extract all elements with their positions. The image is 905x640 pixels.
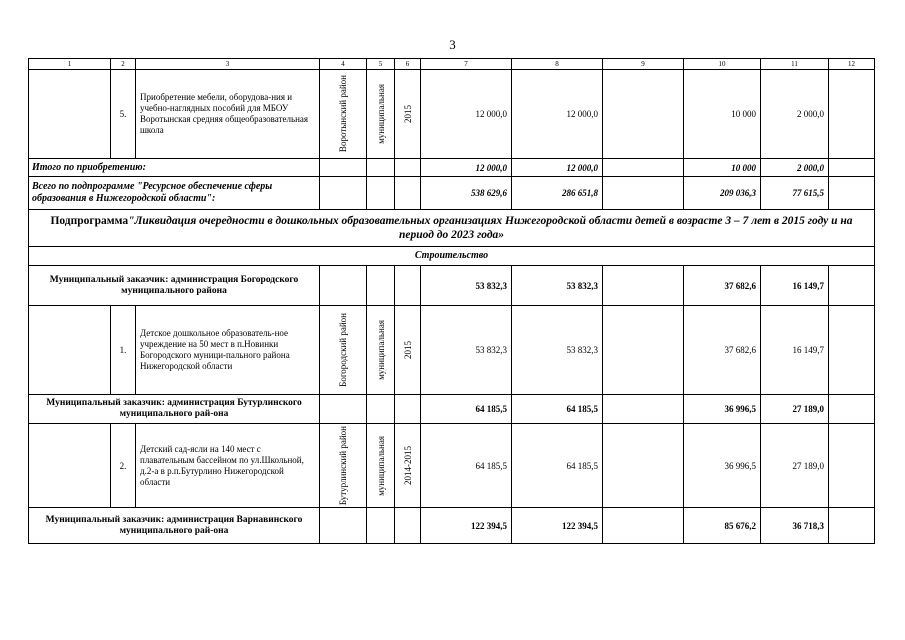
col-header: 10 [684,59,761,70]
cell-value: 122 394,5 [512,508,603,544]
col-header: 4 [320,59,367,70]
cell-total: 53 832,3 [421,266,512,306]
customer-label: Муниципальный заказчик: администрация Богородского муниципального района [29,266,320,306]
cell-value: 27 189,0 [761,424,829,508]
cell-total: 12 000,0 [421,70,512,159]
col-header: 3 [136,59,320,70]
years: 2015 [402,105,413,123]
customer-label: Муниципальный заказчик: администрация Варнавинского муниципального рай-она [29,508,320,544]
total-row [29,177,875,210]
cell-value: 64 185,5 [512,424,603,508]
total-value: 10 000 [684,159,761,177]
years: 2015 [402,341,413,359]
col-header: 7 [421,59,512,70]
col-header: 2 [111,59,136,70]
cell-total: 64 185,5 [421,395,512,424]
cell-value [829,70,875,159]
col-header: 1 [29,59,111,70]
total-value: 12 000,0 [421,159,512,177]
col-header: 9 [603,59,684,70]
subprogram-title-row [29,210,875,247]
section-title: Строительство [29,247,875,266]
subprogram-title: "Ликвидация очередности в дошкольных образовательных организациях Нижегородской области детей в возрасте 3 – 7 лет в 2015 году и на период до 2023 года» [128,215,853,241]
col-header: 8 [512,59,603,70]
cell-value: 16 149,7 [761,306,829,395]
cell-total: 122 394,5 [421,508,512,544]
table-row [29,70,875,159]
item-number: 2. [111,424,136,508]
column-number-row [29,59,875,70]
customer-row [29,266,875,306]
section-row [29,247,875,266]
table-row [29,306,875,395]
customer-label: Муниципальный заказчик: администрация Бутурлинского муниципального рай-она [29,395,320,424]
level: муниципальная [375,84,386,144]
total-value: 286 651,8 [512,177,603,210]
cell-value: 85 676,2 [684,508,761,544]
cell-total: 53 832,3 [421,306,512,395]
subprogram-prefix: Подпрограмма [50,215,129,227]
cell-value: 64 185,5 [512,395,603,424]
cell-value: 16 149,7 [761,266,829,306]
customer-row [29,508,875,544]
cell-value: 53 832,3 [512,306,603,395]
total-value: 12 000,0 [512,159,603,177]
district: Бутурлинский район [338,426,348,506]
cell-value [603,70,684,159]
total-value: 77 615,5 [761,177,829,210]
col-header: 12 [829,59,875,70]
district: Воротынский район [338,75,348,153]
table-row [29,424,875,508]
level: муниципальная [375,435,386,496]
cell-value: 2 000,0 [761,70,829,159]
page-number: 3 [449,37,456,52]
cell-value: 12 000,0 [512,70,603,159]
item-name: Детский сад-ясли на 140 мест с плавательным бассейном по ул.Школьной, д.2-а в р.п.Бутурлино Нижегородской области [136,424,320,508]
total-row [29,159,875,177]
cell-value: 37 682,6 [684,266,761,306]
cell-value: 53 832,3 [512,266,603,306]
total-value: 538 629,6 [421,177,512,210]
item-name: Приобретение мебели, оборудова-ния и учебно-наглядных пособий для МБОУ Воротынская средняя общеобразовательная школа [136,70,320,159]
cell-value: 27 189,0 [761,395,829,424]
total-label: Итого по приобретению: [29,159,320,177]
total-label: Всего по подпрограмме "Ресурсное обеспечение сферы образования в Нижегородской области": [29,177,320,210]
cell-total: 64 185,5 [421,424,512,508]
col-header: 5 [367,59,395,70]
col-header: 6 [395,59,421,70]
level: муниципальная [375,320,386,380]
col-header: 11 [761,59,829,70]
cell-value: 36 996,5 [684,424,761,508]
cell-value: 10 000 [684,70,761,159]
item-number: 1. [111,306,136,395]
years: 2014-2015 [402,446,413,486]
district: Богородский район [338,313,348,387]
item-number: 5. [111,70,136,159]
total-value: 2 000,0 [761,159,829,177]
budget-table [28,58,875,544]
customer-row [29,395,875,424]
cell-value: 37 682,6 [684,306,761,395]
total-value: 209 036,3 [684,177,761,210]
item-name: Детское дошкольное образователь-ное учреждение на 50 мест в п.Новинки Богородского муници-пального района Нижегородской области [136,306,320,395]
cell-value: 36 996,5 [684,395,761,424]
cell-value: 36 718,3 [761,508,829,544]
